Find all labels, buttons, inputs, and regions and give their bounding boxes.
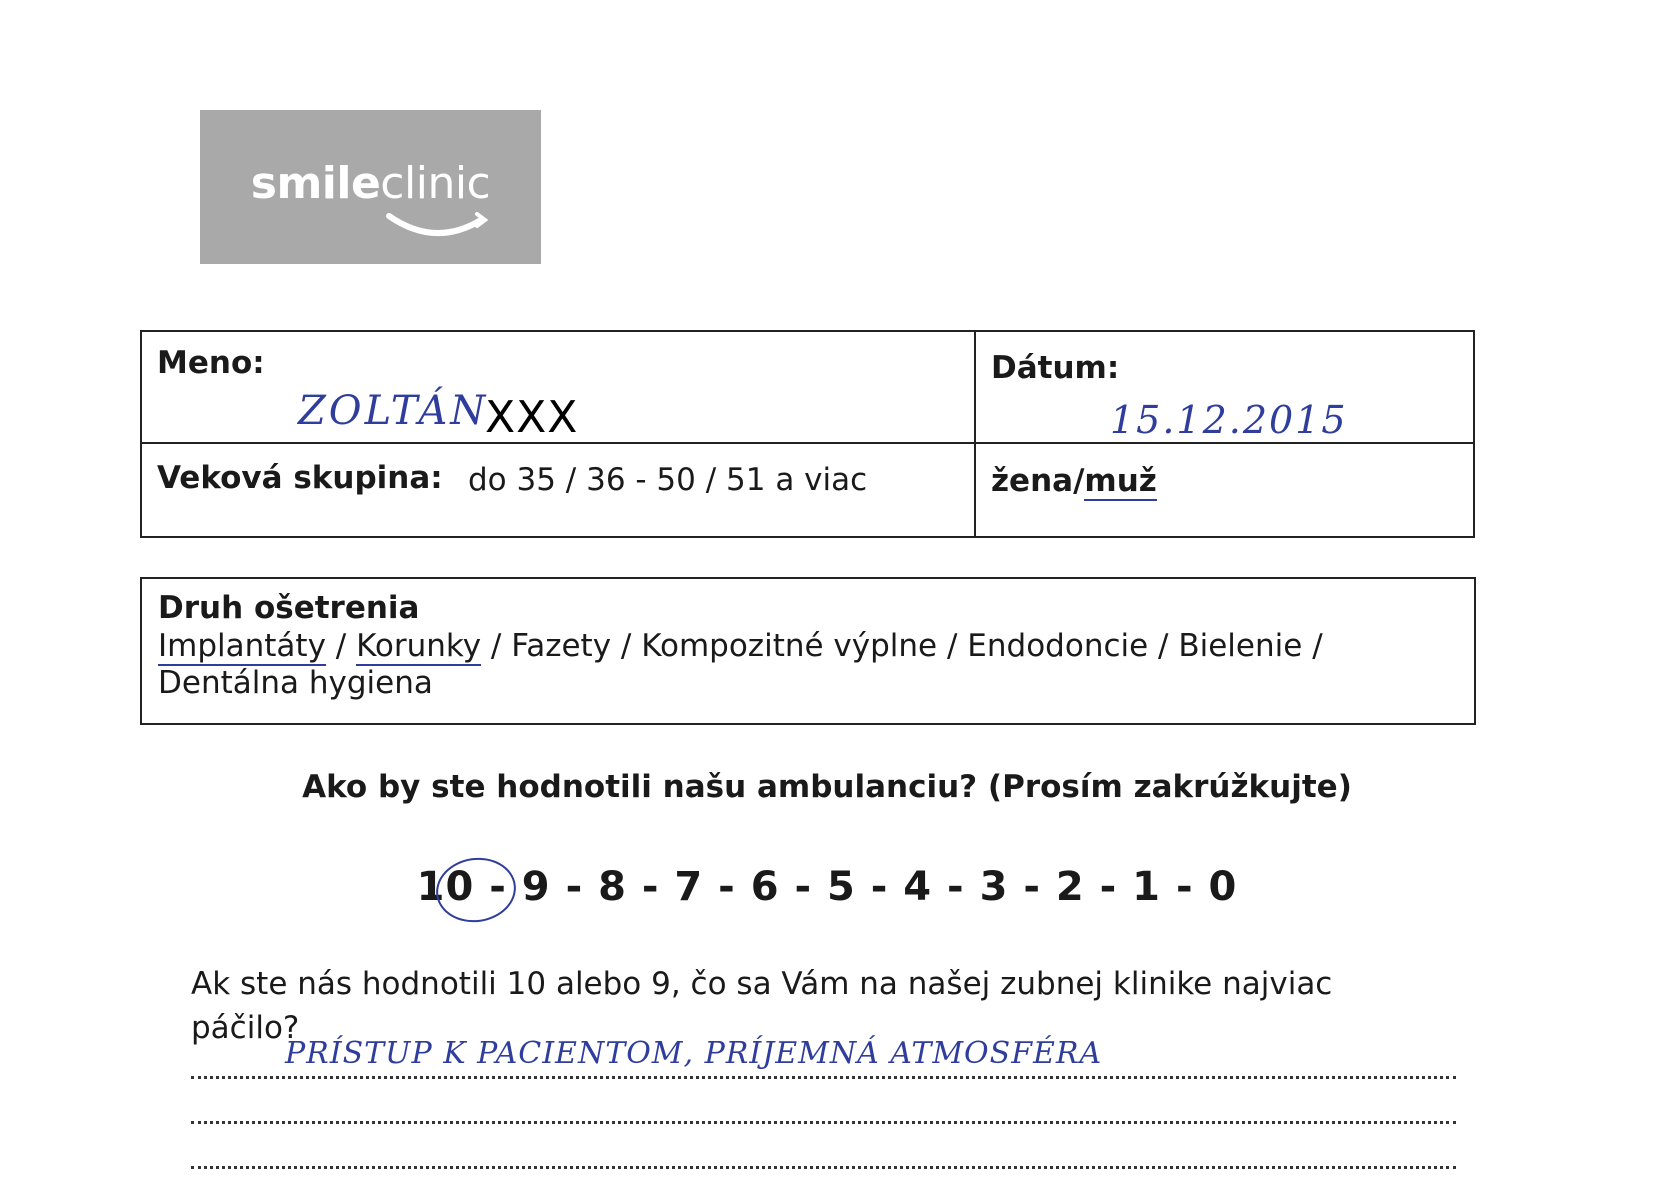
answer-line-2[interactable] xyxy=(191,1121,1456,1124)
rating-separator: - xyxy=(1008,864,1056,910)
logo-brand-light: clinic xyxy=(380,158,491,209)
rating-option[interactable]: 7 xyxy=(674,864,704,910)
answer-line-1[interactable] xyxy=(191,1076,1456,1079)
gender-separator: / xyxy=(1073,463,1085,499)
treatment-option[interactable]: Kompozitné výplne xyxy=(641,628,938,664)
treatment-separator: / xyxy=(937,628,968,664)
treatment-separator: / xyxy=(611,628,642,664)
rating-separator: - xyxy=(474,864,522,910)
rating-separator: - xyxy=(703,864,751,910)
followup-question: Ak ste nás hodnotili 10 alebo 9, čo sa Vám na našej zubnej klinike najviac páčilo? xyxy=(191,966,1333,1046)
smile-icon xyxy=(385,208,495,242)
rating-separator: - xyxy=(932,864,980,910)
treatment-separator: / xyxy=(1302,628,1323,664)
logo-wordmark xyxy=(200,158,541,209)
treatment-heading: Druh ošetrenia xyxy=(158,590,420,626)
rating-separator: - xyxy=(779,864,827,910)
rating-separator: - xyxy=(1084,864,1133,910)
table-divider-horizontal xyxy=(140,442,1475,444)
treatment-separator: / xyxy=(325,628,357,664)
age-group-options[interactable]: do 35 / 36 - 50 / 51 a viac xyxy=(468,462,868,498)
rating-separator: - xyxy=(1161,864,1209,910)
date-label: Dátum: xyxy=(991,350,1120,386)
rating-option[interactable]: 3 xyxy=(979,864,1009,910)
treatment-option[interactable]: Korunky xyxy=(356,628,482,664)
treatment-option[interactable]: Endodoncie xyxy=(967,628,1149,664)
rating-option[interactable]: 8 xyxy=(598,864,627,910)
clinic-logo xyxy=(200,110,541,264)
treatment-option[interactable]: Implantáty xyxy=(158,628,326,664)
treatment-separator: / xyxy=(1148,628,1179,664)
rating-option[interactable]: 10 xyxy=(416,864,475,910)
name-label: Meno: xyxy=(157,345,265,381)
rating-scale xyxy=(0,864,1654,910)
treatment-separator: / xyxy=(481,628,512,664)
gender-male[interactable]: muž xyxy=(1084,463,1157,499)
treatment-option[interactable]: Fazety xyxy=(511,628,612,664)
rating-separator: - xyxy=(550,864,599,910)
rating-option[interactable]: 9 xyxy=(521,864,551,910)
gender-female[interactable]: žena xyxy=(991,463,1074,499)
rating-option[interactable]: 4 xyxy=(903,864,933,910)
rating-question: Ako by ste hodnotili našu ambulanciu? (Prosím zakrúžkujte) xyxy=(302,769,1352,805)
gender-field[interactable] xyxy=(991,463,1157,499)
rating-option[interactable]: 0 xyxy=(1208,864,1238,910)
date-value[interactable]: 15.12.2015 xyxy=(1110,398,1348,442)
treatment-option[interactable]: Bielenie xyxy=(1178,628,1303,664)
table-divider-vertical xyxy=(974,330,976,538)
answer-line-3[interactable] xyxy=(191,1166,1456,1169)
rating-option[interactable]: 2 xyxy=(1055,864,1085,910)
rating-option[interactable]: 5 xyxy=(826,864,856,910)
rating-option[interactable]: 1 xyxy=(1132,864,1162,910)
followup-answer[interactable]: PRÍSTUP K PACIENTOM, PRÍJEMNÁ ATMOSFÉRA xyxy=(285,1036,1103,1071)
logo-brand-bold: smile xyxy=(250,158,381,209)
rating-option[interactable]: 6 xyxy=(750,864,780,910)
age-group-label: Veková skupina: xyxy=(157,460,443,496)
name-redaction: XXX xyxy=(485,392,579,443)
rating-separator: - xyxy=(855,864,904,910)
treatment-options xyxy=(158,628,1448,702)
rating-separator: - xyxy=(626,864,675,910)
treatment-option[interactable]: Dentálna hygiena xyxy=(158,665,433,701)
name-value[interactable]: ZOLTÁN xyxy=(298,388,489,434)
